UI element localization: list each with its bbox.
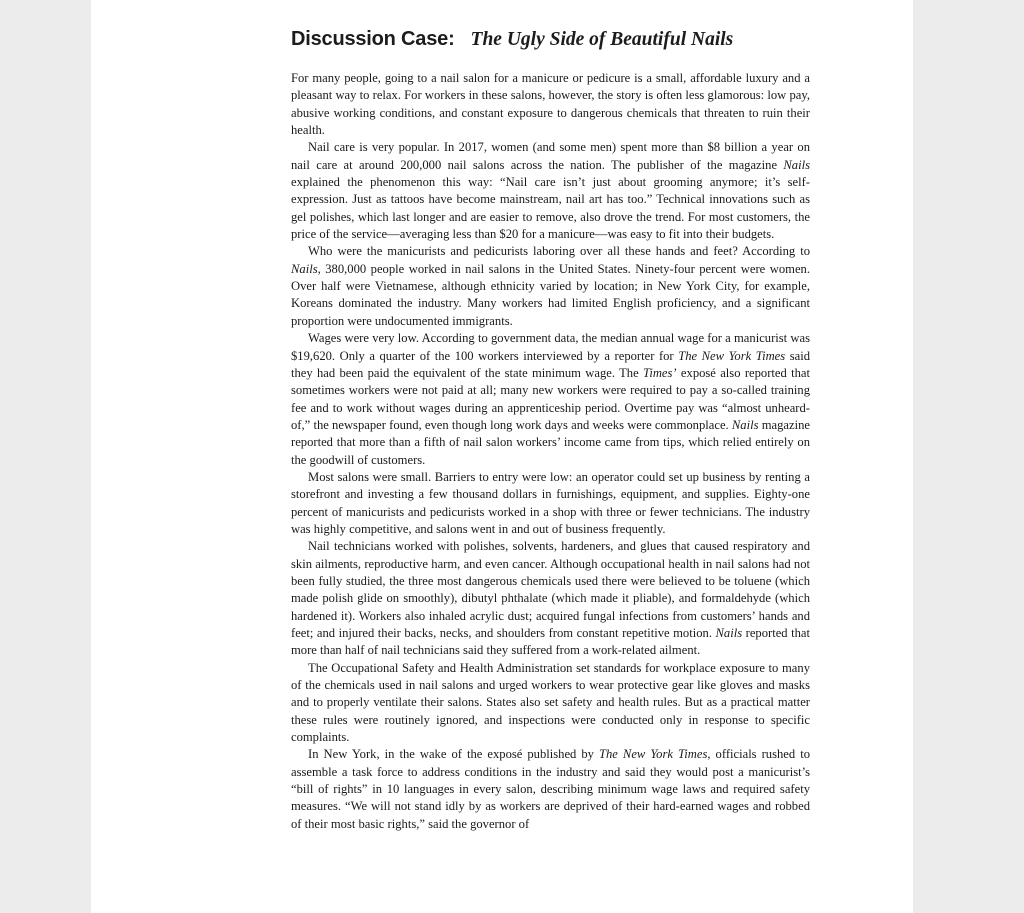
text-run: reported that more than half of nail technicians said they suffered from a work-related ailment.	[291, 626, 810, 658]
body-paragraph	[291, 243, 810, 330]
italic-text: Times’	[643, 365, 677, 380]
text-run: magazine reported that more than a fifth of nail salon workers’ income came from tips, which relied entirely on the goodwill of customers.	[291, 417, 810, 467]
text-run: Nail care is very popular. In 2017, women (and some men) spent more than $8 billion a year on nail care at around 200,000 nail salons across the nation. The publisher of the magazine	[291, 140, 810, 172]
text-run: said they had been paid the equivalent of the state minimum wage. The	[291, 348, 810, 380]
case-heading	[291, 20, 810, 54]
body-paragraph	[291, 746, 810, 833]
text-run: 380,000 people worked in nail salons in the United States. Ninety-four percent were women. Over half were Vietnamese, although ethnicity varied by location; in New York City, for example, Koreans dominated the industry. Many workers had limited English proficiency, and a significant proportion were undocumented immigrants.	[291, 261, 810, 328]
body-paragraph	[291, 660, 810, 747]
italic-text: Nails	[715, 626, 743, 640]
body-paragraph	[291, 139, 810, 243]
body-paragraph	[291, 330, 810, 469]
case-content	[291, 20, 810, 833]
text-run: Who were the manicurists and pedicurists laboring over all these hands and feet? According to	[308, 244, 810, 259]
italic-text: Nails,	[291, 261, 321, 276]
case-title: The Ugly Side of Beautiful Nails	[470, 29, 734, 50]
document-page	[91, 0, 913, 913]
text-run: Wages were very low. According to government data, the median annual wage for a manicurist was $19,620. Only a quarter of the 100 workers interviewed by a reporter for	[291, 331, 810, 363]
text-run: In New York, in the wake of the exposé published by	[308, 747, 599, 762]
text-run: For many people, going to a nail salon for a manicure or pedicure is a small, affordable luxury and a pleasant way to relax. For workers in these salons, however, the story is often less glamorous: low pay, abusive working conditions, and constant exposure to dangerous chemicals that threaten to ruin their health.	[291, 71, 810, 138]
body-paragraph	[291, 469, 810, 538]
text-run: Most salons were small. Barriers to entry were low: an operator could set up business by renting a storefront and investing a few thousand dollars in furnishings, equipment, and supplies. Eighty-one percent of manicurists and pedicurists worked in a shop with three or fewer technicians. The industry was highly competitive, and salons went in and out of business frequently.	[291, 469, 810, 536]
italic-text: Nails	[731, 417, 759, 432]
italic-text: The New York Times,	[599, 747, 711, 762]
body-paragraph	[291, 70, 810, 139]
italic-text: Nails	[783, 157, 810, 172]
body-paragraph	[291, 538, 810, 659]
italic-text: The New York Times	[678, 348, 786, 363]
text-run: officials rushed to assemble a task force to address conditions in the industry and said they would post a manicurist’s “bill of rights” in 10 languages in every salon, describing minimum wage laws and required safety measures. “We will not stand idly by as workers are deprived of their hard-earned wages and robbed of their most basic rights,” said the governor of	[291, 747, 811, 831]
case-body	[291, 70, 810, 833]
text-run: exposé also reported that sometimes workers were not paid at all; many new workers were required to pay a so-called training fee and to work without wages during an apprenticeship period. Overtime pay was “almost unheard-of,” the newspaper found, even though long work days and weeks were commonplace.	[291, 365, 810, 432]
text-run: Nail technicians worked with polishes, solvents, hardeners, and glues that caused respiratory and skin ailments, reproductive harm, and even cancer. Although occupational health in nail salons had not been fully studied, the three most dangerous chemicals used there were believed to be toluene (which made polish glide on smoothly), dibutyl phthalate (which made it pliable), and formaldehyde (which hardened it). Workers also inhaled acrylic dust; acquired fungal infections from customers’ hands and feet; and injured their backs, necks, and shoulders from constant repetitive motion.	[291, 539, 810, 640]
text-run: The Occupational Safety and Health Administration set standards for workplace exposure to many of the chemicals used in nail salons and urged workers to wear protective gear like gloves and masks and to properly ventilate their salons. States also set safety and health rules. But as a practical matter these rules were routinely ignored, and inspections were conducted only in response to specific complaints.	[291, 660, 810, 745]
text-run: explained the phenomenon this way: “Nail care isn’t just about grooming anymore; it’s self-expression. Just as tattoos have become mainstream, nail art has too.” Technical innovations such as gel polishes, which last longer and are easier to remove, also drove the trend. For most customers, the price of the service—averaging less than $20 for a manicure—was easy to fit into their budgets.	[291, 175, 810, 242]
case-heading-label: Discussion Case:	[291, 28, 455, 50]
